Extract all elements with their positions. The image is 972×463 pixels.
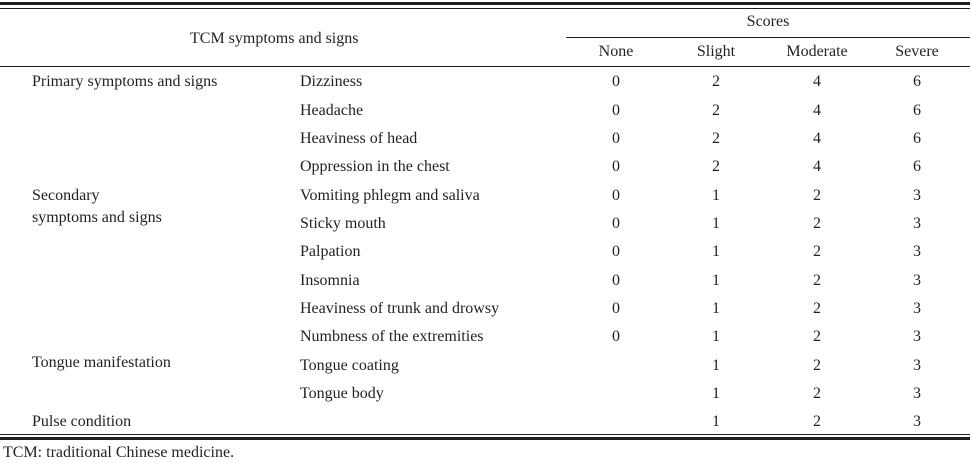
category-secondary-line1: Secondary (32, 187, 100, 204)
column-header-slight: Slight (696, 43, 736, 60)
cell-none: 0 (612, 215, 620, 232)
row-item-heaviness-of-head: Heaviness of head (300, 130, 418, 147)
column-header-none: None (598, 43, 634, 60)
cell-moderate: 2 (813, 215, 821, 232)
cell-none: 0 (612, 300, 620, 317)
cell-slight: 1 (712, 187, 720, 204)
cell-slight: 1 (712, 328, 720, 345)
cell-slight: 2 (712, 158, 720, 175)
row-item-oppression-chest: Oppression in the chest (300, 158, 450, 175)
cell-severe: 6 (913, 73, 921, 90)
cell-slight: 1 (712, 300, 720, 317)
cell-none: 0 (612, 73, 620, 90)
row-item-palpation: Palpation (300, 243, 361, 260)
cell-slight: 1 (712, 385, 720, 402)
top-rule-thin (0, 8, 970, 9)
cell-moderate: 2 (813, 385, 821, 402)
cell-severe: 3 (913, 243, 921, 260)
cell-severe: 3 (913, 187, 921, 204)
cell-slight: 2 (712, 102, 720, 119)
cell-slight: 1 (712, 357, 720, 374)
cell-moderate: 4 (813, 102, 821, 119)
cell-moderate: 2 (813, 300, 821, 317)
category-tongue: Tongue manifestation (32, 354, 171, 371)
cell-moderate: 2 (813, 187, 821, 204)
cell-moderate: 2 (813, 328, 821, 345)
bottom-rule-thick (0, 437, 970, 440)
cell-none: 0 (612, 158, 620, 175)
cell-severe: 3 (913, 357, 921, 374)
cell-severe: 3 (913, 328, 921, 345)
bottom-rule-thin (0, 434, 970, 435)
top-rule-thick (0, 2, 970, 5)
row-item-vomiting-phlegm: Vomiting phlegm and saliva (300, 187, 480, 204)
header-bottom-rule (0, 66, 970, 67)
category-pulse: Pulse condition (32, 413, 132, 430)
row-item-sticky-mouth: Sticky mouth (300, 215, 386, 232)
cell-severe: 3 (913, 385, 921, 402)
row-item-heaviness-trunk: Heaviness of trunk and drowsy (300, 300, 500, 317)
cell-severe: 3 (913, 272, 921, 289)
header-symptoms-signs: TCM symptoms and signs (190, 30, 359, 47)
row-item-numbness: Numbness of the extremities (300, 328, 484, 345)
cell-moderate: 4 (813, 158, 821, 175)
row-item-dizziness: Dizziness (300, 73, 363, 90)
category-secondary-line2: symptoms and signs (32, 209, 162, 226)
scores-subrule (566, 37, 970, 38)
category-primary: Primary symptoms and signs (32, 73, 218, 90)
cell-severe: 6 (913, 158, 921, 175)
cell-slight: 2 (712, 73, 720, 90)
column-header-moderate: Moderate (786, 43, 848, 60)
cell-none: 0 (612, 272, 620, 289)
row-item-insomnia: Insomnia (300, 272, 360, 289)
cell-none: 0 (612, 102, 620, 119)
cell-slight: 1 (712, 413, 720, 430)
cell-slight: 1 (712, 215, 720, 232)
cell-none: 0 (612, 130, 620, 147)
cell-none: 0 (612, 243, 620, 260)
cell-slight: 2 (712, 130, 720, 147)
cell-severe: 6 (913, 102, 921, 119)
cell-none: 0 (612, 187, 620, 204)
cell-moderate: 2 (813, 243, 821, 260)
cell-severe: 6 (913, 130, 921, 147)
cell-none: 0 (612, 328, 620, 345)
row-item-tongue-body: Tongue body (300, 385, 384, 402)
column-header-severe: Severe (895, 43, 939, 60)
cell-severe: 3 (913, 215, 921, 232)
row-item-headache: Headache (300, 102, 364, 119)
cell-moderate: 4 (813, 73, 821, 90)
cell-moderate: 4 (813, 130, 821, 147)
table-footnote: TCM: traditional Chinese medicine. (3, 444, 235, 461)
cell-moderate: 2 (813, 413, 821, 430)
cell-slight: 1 (712, 243, 720, 260)
cell-severe: 3 (913, 300, 921, 317)
cell-moderate: 2 (813, 357, 821, 374)
header-scores: Scores (746, 13, 790, 30)
cell-slight: 1 (712, 272, 720, 289)
cell-severe: 3 (913, 413, 921, 430)
row-item-tongue-coating: Tongue coating (300, 357, 399, 374)
cell-moderate: 2 (813, 272, 821, 289)
